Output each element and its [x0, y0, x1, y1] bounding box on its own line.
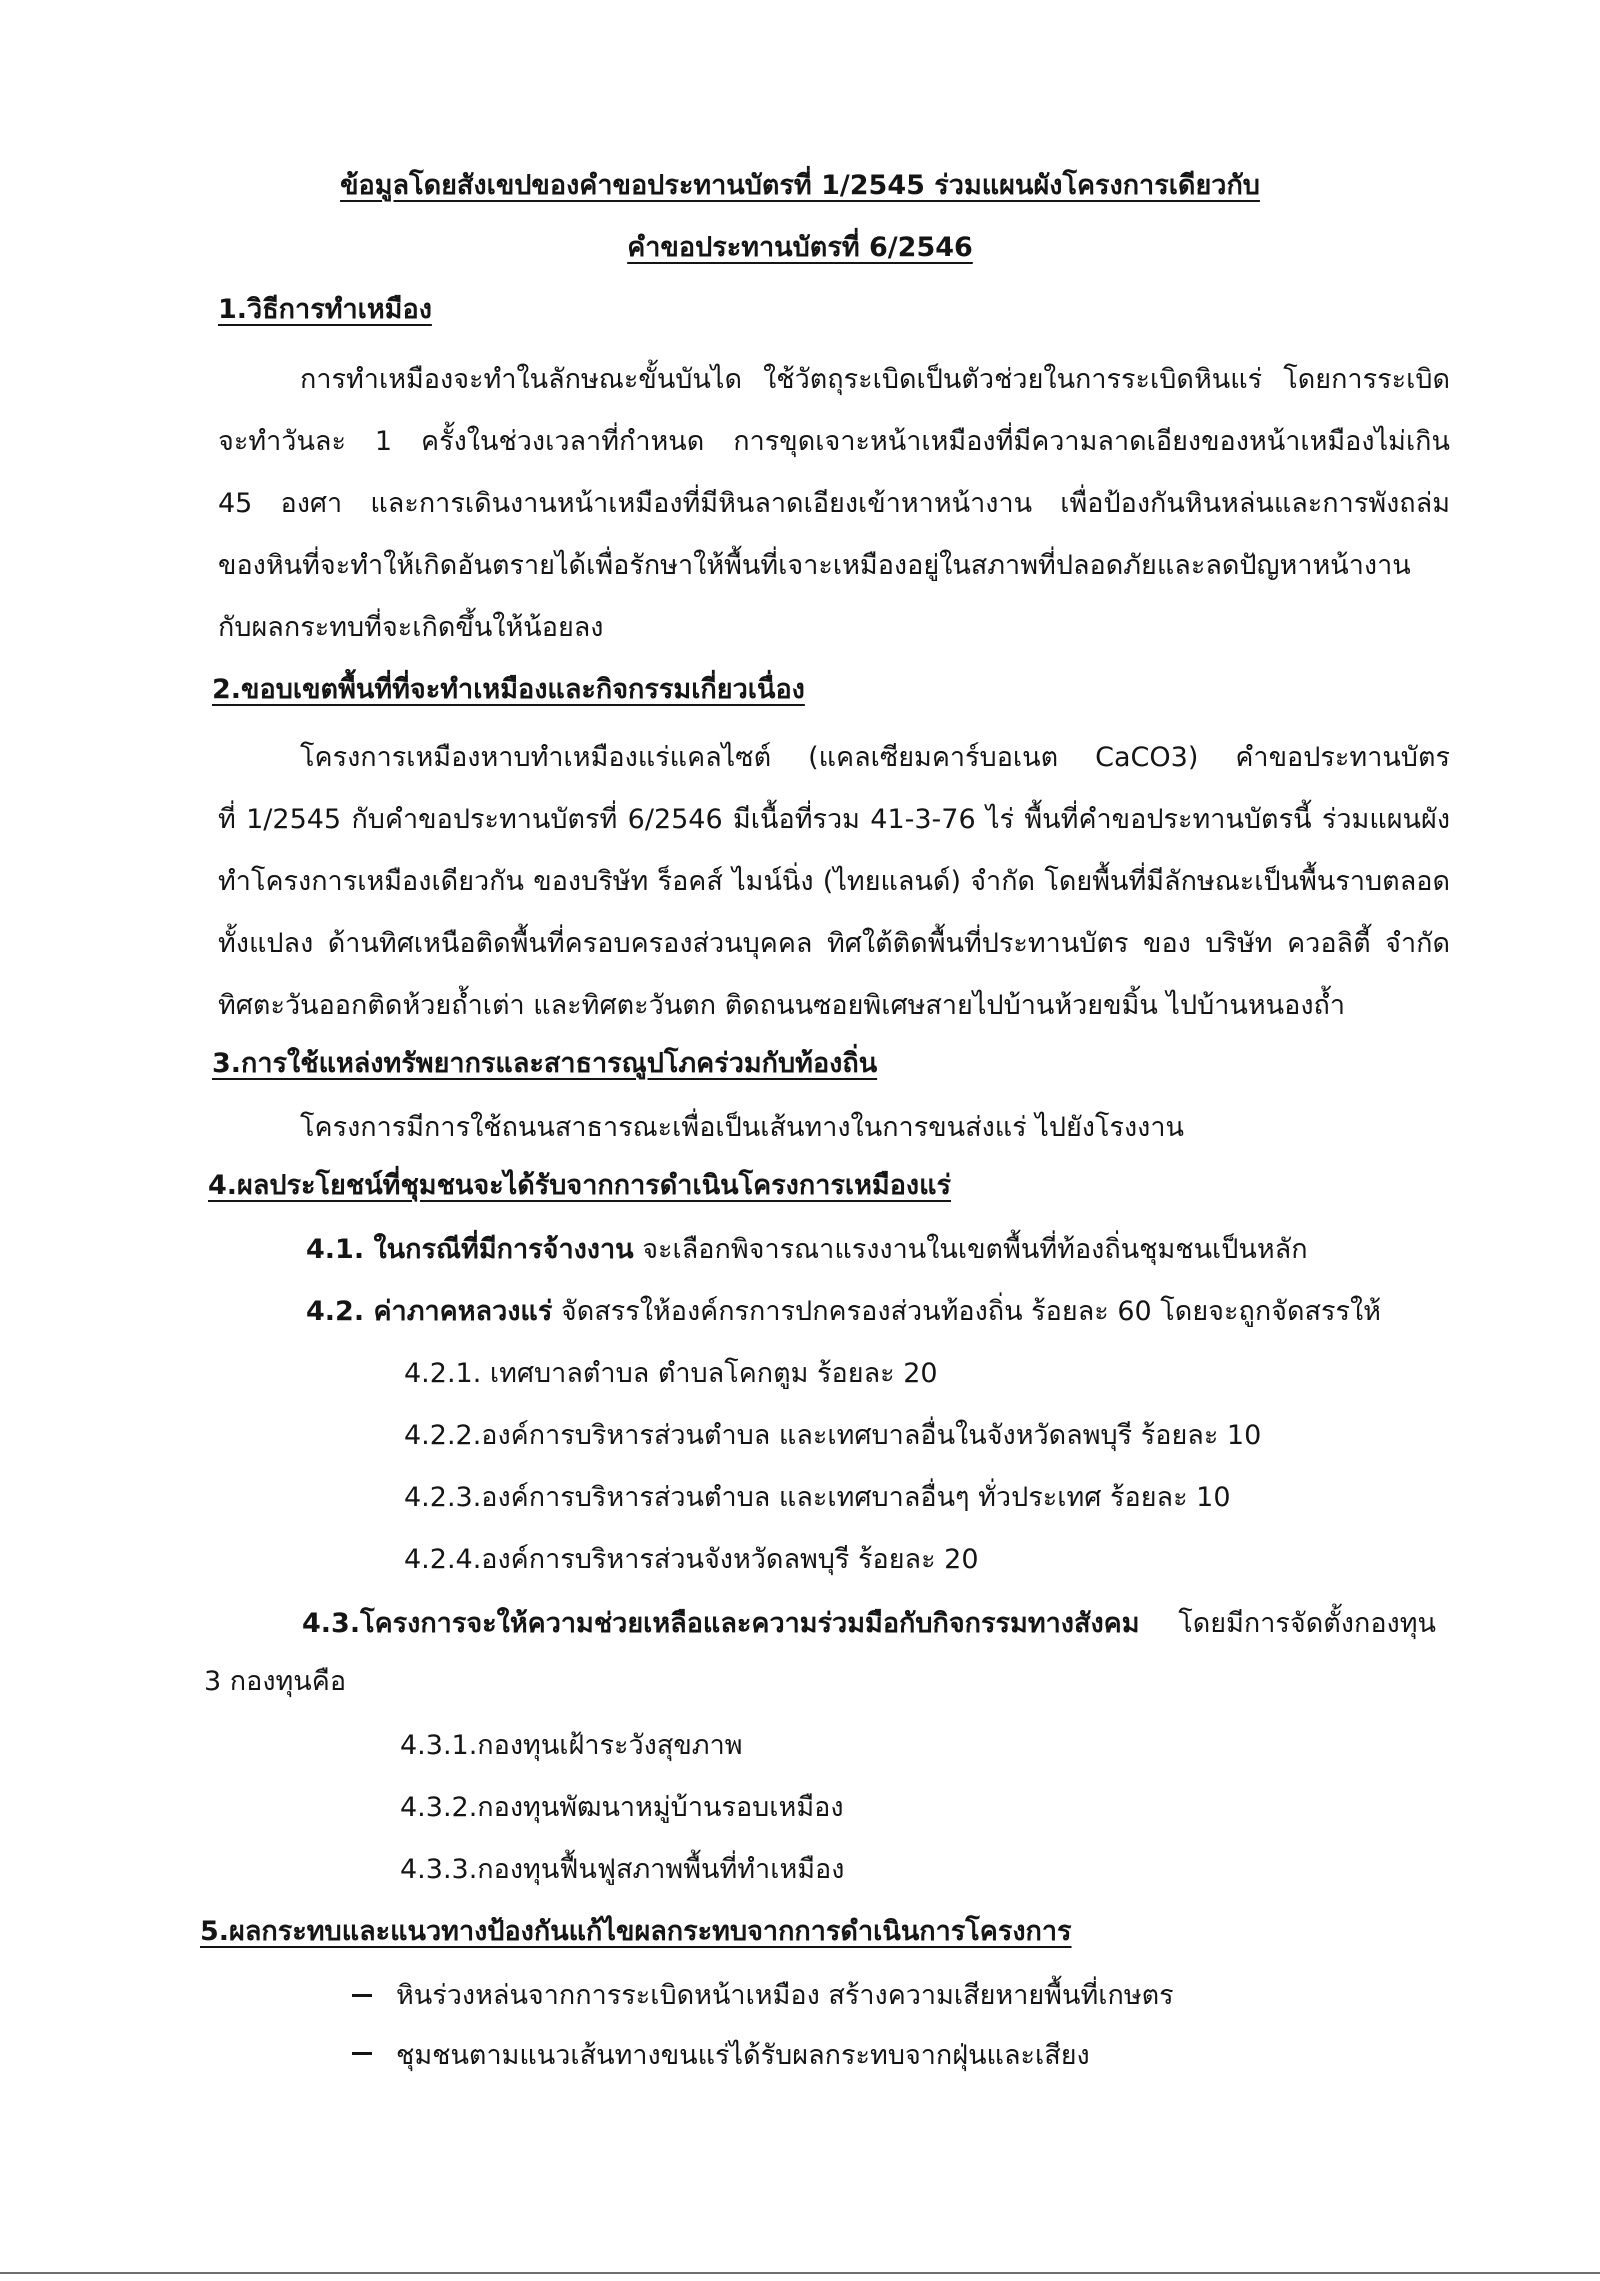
item-4-2-label: 4.2. ค่าภาคหลวงแร่ — [306, 1296, 553, 1327]
scan-edge-line — [0, 2272, 1600, 2274]
bullet-dash — [352, 1994, 372, 1997]
item-4-2-4: 4.2.4.องค์การบริหารส่วนจังหวัดลพบุรี ร้อยละ 20 — [404, 1544, 979, 1575]
item-4-3-continuation: 3 กองทุนคือ — [204, 1666, 347, 1697]
section-1-line: ของหินที่จะทำให้เกิดอันตรายได้เพื่อรักษาให้พื้นที่เจาะเหมืองอยู่ในสภาพที่ปลอดภัยและลดปัญหาหน้างาน — [218, 550, 1411, 581]
section-1-heading: 1.วิธีการทำเหมือง — [218, 294, 432, 325]
item-4-3 — [302, 1606, 1436, 1642]
item-4-1-text: จะเลือกพิจารณาแรงงานในเขตพื้นที่ท้องถิ่นชุมชนเป็นหลัก — [633, 1234, 1308, 1265]
bullet-dash — [352, 2052, 372, 2055]
item-4-2-1: 4.2.1. เทศบาลตำบล ตำบลโคกตูม ร้อยละ 20 — [404, 1358, 938, 1389]
item-4-1-label: 4.1. ในกรณีที่มีการจ้างงาน — [306, 1234, 634, 1265]
section-1-line: จะทำวันละ 1 ครั้งในช่วงเวลาที่กำหนด การขุดเจาะหน้าเหมืองที่มีความลาดเอียงของหน้าเหมืองไม่เกิน — [218, 426, 1450, 457]
item-4-2-2: 4.2.2.องค์การบริหารส่วนตำบล และเทศบาลอื่นในจังหวัดลพบุรี ร้อยละ 10 — [404, 1420, 1262, 1451]
section-3-line: โครงการมีการใช้ถนนสาธารณะเพื่อเป็นเส้นทางในการขนส่งแร่ ไปยังโรงงาน — [300, 1112, 1184, 1143]
section-3-heading: 3.การใช้แหล่งทรัพยากรและสาธารณูปโภคร่วมกับท้องถิ่น — [212, 1048, 878, 1079]
item-4-1 — [306, 1232, 1308, 1268]
section-1-line: 45 องศา และการเดินงานหน้าเหมืองที่มีหินลาดเอียงเข้าหาหน้างาน เพื่อป้องกันหินหล่นและการพังถล่ม — [218, 488, 1450, 519]
item-4-3-text: โดยมีการจัดตั้งกองทุน — [1139, 1608, 1436, 1639]
section-2-line: ทั้งแปลง ด้านทิศเหนือติดพื้นที่ครอบครองส่วนบุคคล ทิศใต้ติดพื้นที่ประทานบัตร ของ บริษัท ควอลิตี้ จำกัด — [218, 928, 1450, 959]
item-4-3-label: 4.3.โครงการจะให้ความช่วยเหลือและความร่วมมือกับกิจกรรมทางสังคม — [302, 1608, 1140, 1639]
section-5-bullet: หินร่วงหล่นจากการระเบิดหน้าเหมือง สร้างความเสียหายพื้นที่เกษตร — [396, 1980, 1174, 2011]
item-4-2-text: จัดสรรให้องค์กรการปกครองส่วนท้องถิ่น ร้อยละ 60 โดยจะถูกจัดสรรให้ — [552, 1296, 1381, 1327]
section-2-line: ที่ 1/2545 กับคำขอประทานบัตรที่ 6/2546 มีเนื้อที่รวม 41-3-76 ไร่ พื้นที่คำขอประทานบัตรนี้ ร่วมแผนผัง — [218, 804, 1450, 835]
item-4-3-1: 4.3.1.กองทุนเฝ้าระวังสุขภาพ — [400, 1730, 743, 1761]
item-4-3-2: 4.3.2.กองทุนพัฒนาหมู่บ้านรอบเหมือง — [400, 1792, 844, 1823]
section-4-heading: 4.ผลประโยชน์ที่ชุมชนจะได้รับจากการดำเนินโครงการเหมืองแร่ — [208, 1170, 952, 1201]
item-4-2-3: 4.2.3.องค์การบริหารส่วนตำบล และเทศบาลอื่นๆ ทั่วประเทศ ร้อยละ 10 — [404, 1482, 1231, 1513]
document-title-line-2: คำขอประทานบัตรที่ 6/2546 — [627, 232, 973, 263]
section-1-line: กับผลกระทบที่จะเกิดขึ้นให้น้อยลง — [218, 612, 604, 643]
section-1-line: การทำเหมืองจะทำในลักษณะขั้นบันได ใช้วัตถุระเบิดเป็นตัวช่วยในการระเบิดหินแร่ โดยการระเบิด — [300, 364, 1450, 395]
section-5-bullet: ชุมชนตามแนวเส้นทางขนแร่ได้รับผลกระทบจากฝุ่นและเสียง — [396, 2040, 1090, 2071]
section-2-line: โครงการเหมืองหาบทำเหมืองแร่แคลไซต์ (แคลเซียมคาร์บอเนต CaCO3) คำขอประทานบัตร — [300, 742, 1450, 773]
section-5-heading: 5.ผลกระทบและแนวทางป้องกันแก้ไขผลกระทบจากการดำเนินการโครงการ — [200, 1916, 1072, 1947]
item-4-2 — [306, 1294, 1381, 1330]
document-title-line-1: ข้อมูลโดยสังเขปของคำขอประทานบัตรที่ 1/2545 ร่วมแผนผังโครงการเดียวกับ — [340, 170, 1260, 201]
section-2-heading: 2.ขอบเขตพื้นที่ที่จะทำเหมืองและกิจกรรมเกี่ยวเนื่อง — [212, 674, 805, 705]
item-4-3-3: 4.3.3.กองทุนฟื้นฟูสภาพพื้นที่ทำเหมือง — [400, 1854, 845, 1885]
section-2-line: ทิศตะวันออกติดห้วยถ้ำเต่า และทิศตะวันตก ติดถนนซอยพิเศษสายไปบ้านห้วยขมิ้น ไปบ้านหนองถ้ำ — [218, 990, 1346, 1021]
section-2-line: ทำโครงการเหมืองเดียวกัน ของบริษัท ร็อคส์ ไมน์นิ่ง (ไทยแลนด์) จำกัด โดยพื้นที่มีลักษณะเป็นพื้นราบตลอด — [218, 866, 1450, 897]
